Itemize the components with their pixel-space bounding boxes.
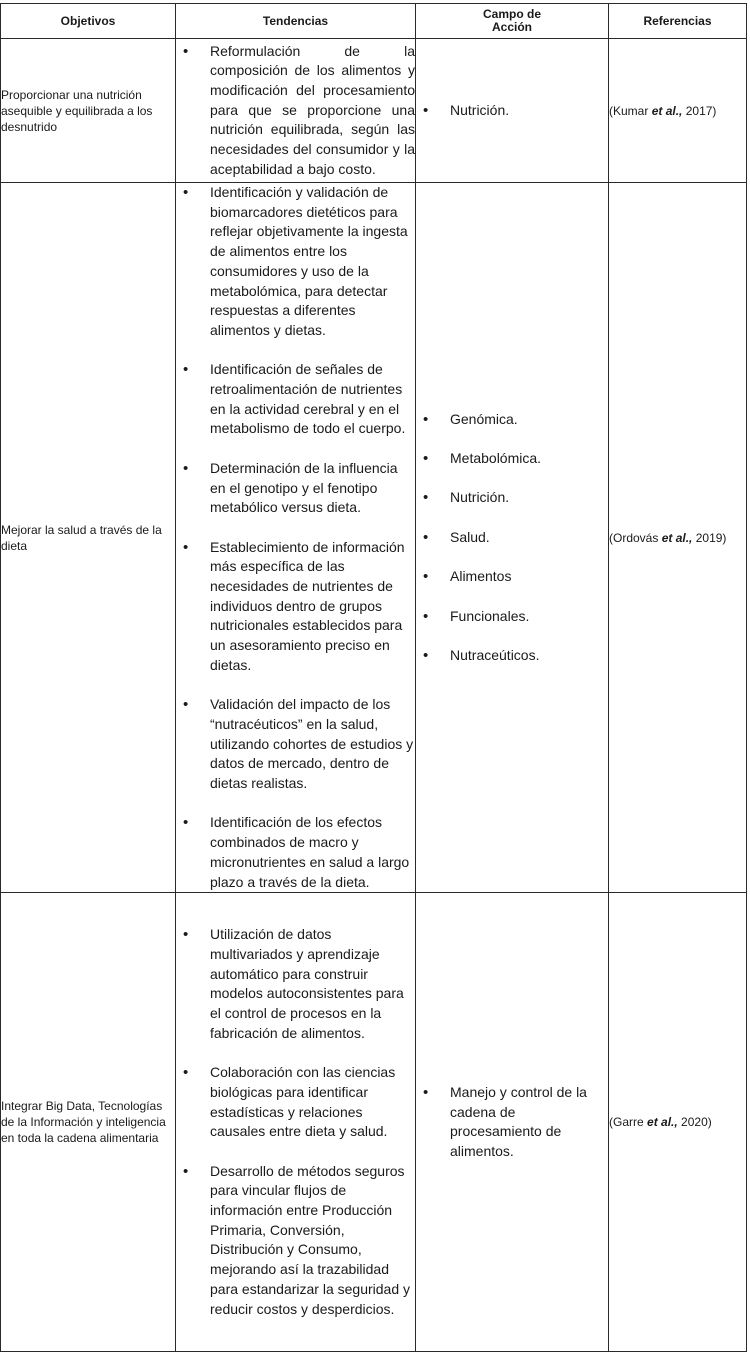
header-referencias: Referencias — [609, 4, 747, 39]
ref-etal: et al., — [651, 103, 683, 118]
campo-cell — [416, 39, 609, 183]
ref-etal: et al., — [661, 530, 693, 545]
list-item: • Identificación de los efectos combinados de macro y micronutrientes en salud a largo plazo a través de la dieta. — [176, 813, 415, 892]
list-item: • Desarrollo de métodos seguros para vincular flujos de información entre Producción Primaria, Conversión, Distribución y Consumo, mejorando así la trazabilidad para estandarizar la seguridad y reducir costos y desperdicios. — [176, 1162, 415, 1320]
header-row — [1, 4, 747, 39]
objetivo-cell: Mejorar la salud a través de la dieta — [1, 183, 176, 893]
table-row — [1, 39, 747, 183]
referencia-cell — [609, 183, 747, 893]
list-item: • Nutrición. — [416, 101, 608, 121]
list-item: • Establecimiento de información más específica de las necesidades de nutrientes de individuos dentro de grupos nutricionales establecidos para un asesoramiento preciso en dietas. — [176, 538, 415, 676]
ref-etal: et al., — [647, 1115, 678, 1130]
ref-year: 2017) — [685, 103, 717, 118]
list-item: • Salud. — [416, 528, 608, 548]
list-item: • Alimentos — [416, 567, 608, 587]
ref-year: 2020) — [681, 1115, 712, 1130]
list-item: • Nutrición. — [416, 488, 608, 508]
tendencias-cell — [176, 39, 416, 183]
list-item: • Identificación y validación de biomarcadores dietéticos para reflejar objetivamente la ingesta de alimentos entre los consumidores y uso de la metabolómica, para detectar respuestas a diferentes alimentos y dietas. — [176, 183, 415, 341]
campo-list — [416, 101, 608, 121]
campo-cell — [416, 183, 609, 893]
tendencias-cell — [176, 893, 416, 1352]
tendencias-list — [176, 42, 415, 180]
table-row — [1, 893, 747, 1352]
ref-author: (Kumar — [609, 103, 649, 118]
list-item: • Reformulación de la composición de los alimentos y modificación del procesamiento para que se proporcione una nutrición equilibrada, según las necesidades del consumidor y la aceptabilidad a bajo costo. — [176, 42, 415, 180]
tendencias-list — [176, 925, 415, 1319]
list-item: • Funcionales. — [416, 607, 608, 627]
header-objetivos: Objetivos — [1, 4, 176, 39]
list-item: • Identificación de señales de retroalimentación de nutrientes en la actividad cerebral y en el metabolismo de todo el cuerpo. — [176, 360, 415, 439]
header-tendencias: Tendencias — [176, 4, 416, 39]
campo-list — [416, 1083, 608, 1162]
objetivo-cell: Integrar Big Data, Tecnologías de la Información y inteligencia en toda la cadena alimentaria — [1, 893, 176, 1352]
tendencias-cell — [176, 183, 416, 893]
table-row — [1, 183, 747, 893]
list-item: • Colaboración con las ciencias biológicas para identificar estadísticas y relaciones causales entre dieta y salud. — [176, 1063, 415, 1142]
ref-author: (Garre — [609, 1115, 644, 1130]
header-campo — [416, 4, 609, 39]
list-item: • Manejo y control de la cadena de procesamiento de alimentos. — [416, 1083, 608, 1162]
trends-table — [0, 3, 747, 1352]
ref-year: 2019) — [695, 530, 727, 545]
header-campo-label: Campo de Acción — [482, 7, 541, 34]
ref-author: (Ordovás — [609, 530, 659, 545]
list-item: • Validación del impacto de los “nutracéuticos” en la salud, utilizando cohortes de estudios y datos de mercado, dentro de dietas realistas. — [176, 695, 415, 794]
referencia-cell — [609, 39, 747, 183]
objetivo-cell: Proporcionar una nutrición asequible y equilibrada a los desnutrido — [1, 39, 176, 183]
campo-list — [416, 410, 608, 666]
list-item: • Metabolómica. — [416, 449, 608, 469]
list-item: • Nutraceúticos. — [416, 646, 608, 666]
tendencias-list — [176, 183, 415, 892]
list-item: • Utilización de datos multivariados y aprendizaje automático para construir modelos autoconsistentes para el control de procesos en la fabricación de alimentos. — [176, 925, 415, 1043]
referencia-cell — [609, 893, 747, 1352]
list-item: • Genómica. — [416, 410, 608, 430]
list-item: • Determinación de la influencia en el genotipo y el fenotipo metabólico versus dieta. — [176, 459, 415, 518]
campo-cell — [416, 893, 609, 1352]
